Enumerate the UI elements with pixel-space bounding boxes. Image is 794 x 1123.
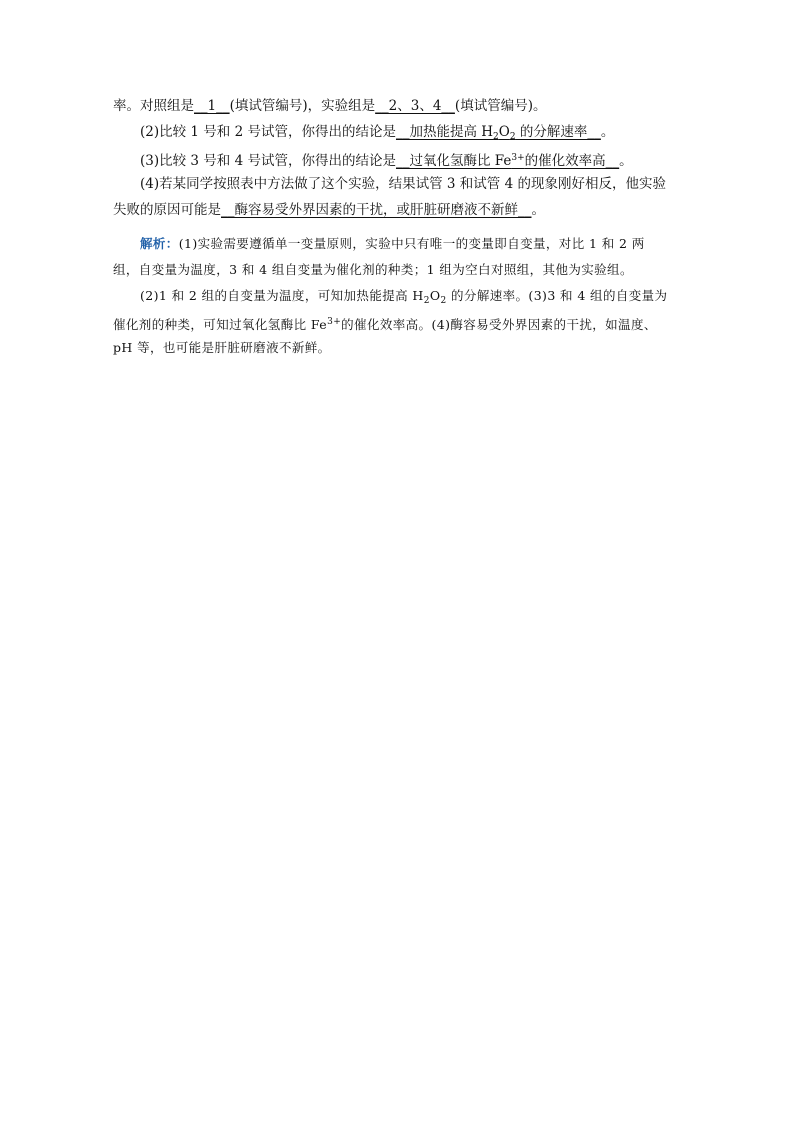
q1-text-post: (填试管编号)。 xyxy=(454,98,547,114)
subscript: 2 xyxy=(440,296,447,306)
q2-answer-part: __加热能提高 H xyxy=(395,124,494,140)
q1-answer-control: __1__ xyxy=(194,98,230,114)
analysis-text: 的催化效率高。(4)酶容易受外界因素的干扰，如温度、 xyxy=(341,317,657,332)
q2-text-post: 。 xyxy=(600,124,615,140)
q2-answer xyxy=(396,124,601,140)
q3-text-post: 。 xyxy=(619,153,633,169)
analysis-text: O xyxy=(429,288,441,303)
superscript: 3+ xyxy=(511,153,525,163)
analysis-line-5: pH 等，也可能是肝脏研磨液不新鲜。 xyxy=(113,340,331,355)
analysis-text: 的分解速率。(3)3 和 4 组的自变量为 xyxy=(446,288,668,303)
subscript: 2 xyxy=(423,296,430,306)
q4-line-1: (4)若某同学按照表中方法做了这个实验，结果试管 3 和试管 4 的现象刚好相反，他实验 xyxy=(140,176,666,192)
q1-text-mid: (填试管编号)，实验组是 xyxy=(229,98,376,114)
q2-answer-part: 的分解速率__ xyxy=(515,124,601,140)
q3-answer-part: __过氧化氢酶比 Fe xyxy=(395,153,512,169)
analysis-label: 解析： xyxy=(140,236,179,251)
q1-text: 率。对照组是 xyxy=(113,98,194,114)
analysis-text: (1)实验需要遵循单一变量原则，实验中只有唯一的变量即自变量，对比 1 和 2 两 xyxy=(178,236,645,251)
superscript: 3+ xyxy=(327,317,342,327)
q2-text: (2)比较 1 号和 2 号试管，你得出的结论是 xyxy=(140,124,396,140)
q1-line xyxy=(113,93,684,119)
analysis-section xyxy=(113,231,684,361)
analysis-line-4 xyxy=(113,309,684,335)
analysis-text: (2)1 和 2 组的自变量为温度，可知加热能提高 H xyxy=(140,288,424,303)
q2-answer-part: O xyxy=(498,124,510,140)
subscript: 2 xyxy=(493,132,499,142)
analysis-line-3 xyxy=(113,283,684,309)
q3-answer-part: 的催化效率高__ xyxy=(524,153,620,169)
analysis-line-1 xyxy=(113,231,684,257)
subscript: 2 xyxy=(509,132,516,142)
q1-answer-experiment: __2、3、4__ xyxy=(375,98,455,114)
q3-text: (3)比较 3 号和 4 号试管，你得出的结论是 xyxy=(140,153,396,169)
q3-line xyxy=(113,145,684,171)
analysis-line-2: 组，自变量为温度，3 和 4 组自变量为催化剂的种类；1 组为空白对照组，其他为实验组。 xyxy=(113,262,633,277)
q2-line xyxy=(113,119,684,145)
q3-answer xyxy=(396,153,619,169)
q4-line-2 xyxy=(113,197,684,223)
q4-answer: __酶容易受外界因素的干扰，或肝脏研磨液不新鲜__ xyxy=(221,202,532,218)
question-section xyxy=(113,93,684,223)
q4-text-post: 。 xyxy=(531,202,545,218)
q4-text: 失败的原因可能是 xyxy=(113,202,221,218)
analysis-text: 催化剂的种类，可知过氧化氢酶比 Fe xyxy=(113,317,328,332)
